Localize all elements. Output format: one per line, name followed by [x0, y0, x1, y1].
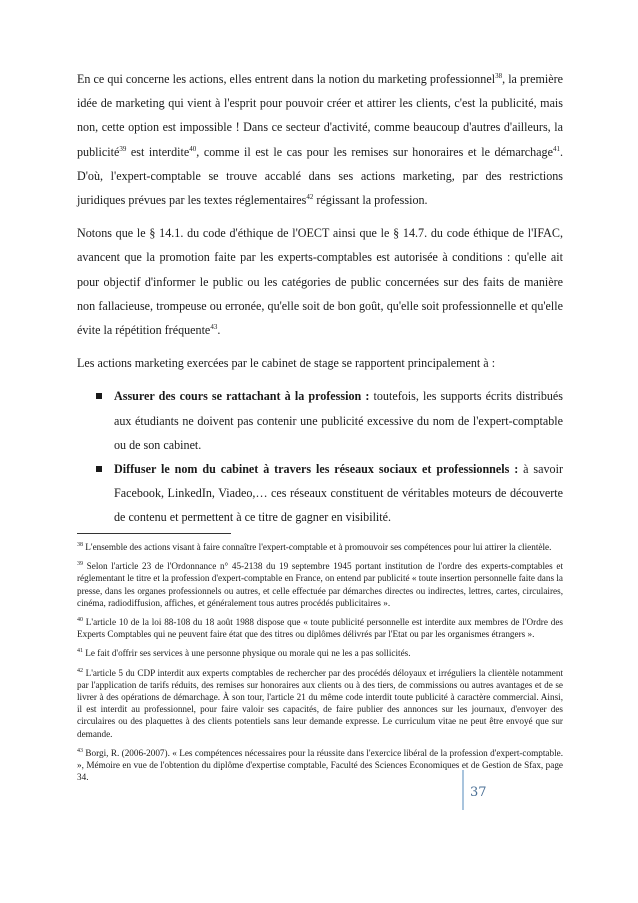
bullet-lead: Diffuser le nom du cabinet à travers les réseaux sociaux et professionnels :	[114, 462, 519, 477]
footnote-number: 42	[77, 667, 83, 674]
footnote	[77, 747, 563, 784]
paragraph-text: , comme il est le cas pour les remises sur honoraires et le démarchage	[196, 144, 553, 159]
footnote-text: Selon l'article 23 de l'Ordonnance n° 45-2138 du 19 septembre 1945 portant institution de l'ordre des experts-comptables et réglementant le titre et la profession d'expert-comptable en France, on entend par publicité « toute insertion personnelle faite dans la presse, dans les organes professionnels ou autres, et celle effectuée par démarches directes ou indirectes, lettres, cartes, circulaires, cinéma, radiodiffusion, affiches, et généralement tous autres procédés publicitaires ».	[77, 561, 563, 608]
paragraph-text: Notons que le § 14.1. du code d'éthique de l'OECT ainsi que le § 14.7. du code éthique de l'IFAC, avancent que la promotion faite par les experts-comptables est autorisée à conditions : qu'elle ait pour objectif d'informer le public ou les catégories de public concernées sur des faits de manière non fallacieuse, trompeuse ou erronée, qu'elle soit de bon goût, qu'elle soit professionnelle et qu'elle évite la répétition fréquente	[77, 226, 563, 338]
bullet-text: à savoir Facebook, LinkedIn, Viadeo,… ces réseaux constituent de véritables moteurs de découverte de contenu et permettent à ce titre de gagner en visibilité.	[114, 462, 563, 525]
footnote-number: 43	[77, 747, 83, 754]
footnote-number: 39	[77, 561, 83, 568]
footnote-ref[interactable]: 39	[119, 144, 127, 153]
paragraph-text: , la première idée de marketing qui vient à l'esprit pour pouvoir créer et attirer les clients, c'est la publicité, mais non, cette option est impossible ! Dans ce secteur d'activité, comme beaucoup d'autres d'ailleurs, la publicité	[77, 72, 563, 159]
bullet-item	[77, 457, 563, 530]
paragraph-text: Les actions marketing exercées par le cabinet de stage se rapportent principalement à :	[77, 356, 496, 371]
footnote-number: 38	[77, 541, 83, 548]
footnote-text: Borgi, R. (2006-2007). « Les compétences nécessaires pour la réussite dans l'exercice libéral de la profession d'expert-comptable. », Mémoire en vue de l'obtention du diplôme d'expertise comptable, Faculté des Sciences Economiques et de Gestion de Sfax, page 34.	[77, 747, 563, 783]
bullet-list	[77, 384, 563, 529]
footnote	[77, 647, 563, 659]
footnote-text: L'article 5 du CDP interdit aux experts comptables de rechercher par des procédés déloyaux et irréguliers la clientèle notamment par l'application de tarifs réduits, des remises sur honoraires aux clients ou à des tiers, de commissions ou autres avantages et de se livrer à des opérations de démarchage. À son tour, l'article 21 du même code interdit toute publicité à caractère commercial. Ainsi, il est interdit au professionnel, pour faire valoir ses capacités, de faire publier des annonces sur les journaux, d'envoyer des circulaires ou des plaquettes à des clients potentiels sans leur demande expresse. Le curriculum vitae ne peut être envoyé que sur demande.	[77, 667, 563, 739]
paragraph-text: est interdite	[126, 144, 190, 159]
paragraph-3	[77, 351, 563, 375]
footnote	[77, 541, 563, 553]
footnote-text: L'article 10 de la loi 88-108 du 18 août 1988 dispose que « toute publicité personnelle est interdite aux membres de l'Ordre des Experts Comptables qui ne peuvent faire état que des titres ou diplômes délivrés par l'Etat ou par les organismes étrangers ».	[77, 617, 563, 640]
footnote-number: 41	[77, 648, 83, 655]
footnote-text: L'ensemble des actions visant à faire connaître l'expert-comptable et à promouvoir ses compétences pour lui attirer la clientèle.	[83, 542, 552, 552]
paragraph-2	[77, 221, 563, 342]
square-bullet-icon	[96, 466, 102, 472]
footnote-ref[interactable]: 40	[189, 144, 197, 153]
footnote-ref[interactable]: 41	[552, 144, 560, 153]
bullet-text: toutefois, les supports écrits distribués aux étudiants ne doivent pas contenir une publicité excessive du nom de l'expert-comptable ou de son cabinet.	[114, 389, 563, 452]
footnote-ref[interactable]: 42	[306, 192, 314, 201]
footnotes	[77, 541, 563, 790]
footnote-text: Le fait d'offrir ses services à une personne physique ou morale qui ne les a pas sollicités.	[83, 648, 411, 659]
paragraph-text: En ce qui concerne les actions, elles entrent dans la notion du marketing professionnel	[77, 72, 496, 86]
footnote	[77, 667, 563, 740]
paragraph-text: . D'où, l'expert-comptable se trouve accablé dans ses actions marketing, par des restrictions juridiques prévues par les textes réglementaires	[77, 144, 563, 208]
body-text	[77, 67, 563, 530]
footnote-number: 40	[77, 616, 83, 623]
paragraph-text: régissant la profession.	[313, 193, 428, 208]
square-bullet-icon	[96, 393, 102, 399]
footnote	[77, 616, 563, 640]
footnote-ref[interactable]: 38	[495, 71, 503, 80]
bullet-item	[77, 384, 563, 457]
page-number-bar	[462, 770, 464, 810]
footnote	[77, 560, 563, 609]
bullet-lead: Assurer des cours se rattachant à la profession :	[114, 389, 370, 404]
footnote-separator	[77, 533, 231, 534]
footnote-ref[interactable]: 43	[210, 323, 218, 331]
page-number: 37	[470, 785, 487, 800]
paragraph-text: .	[217, 323, 221, 338]
paragraph-1	[77, 67, 563, 212]
